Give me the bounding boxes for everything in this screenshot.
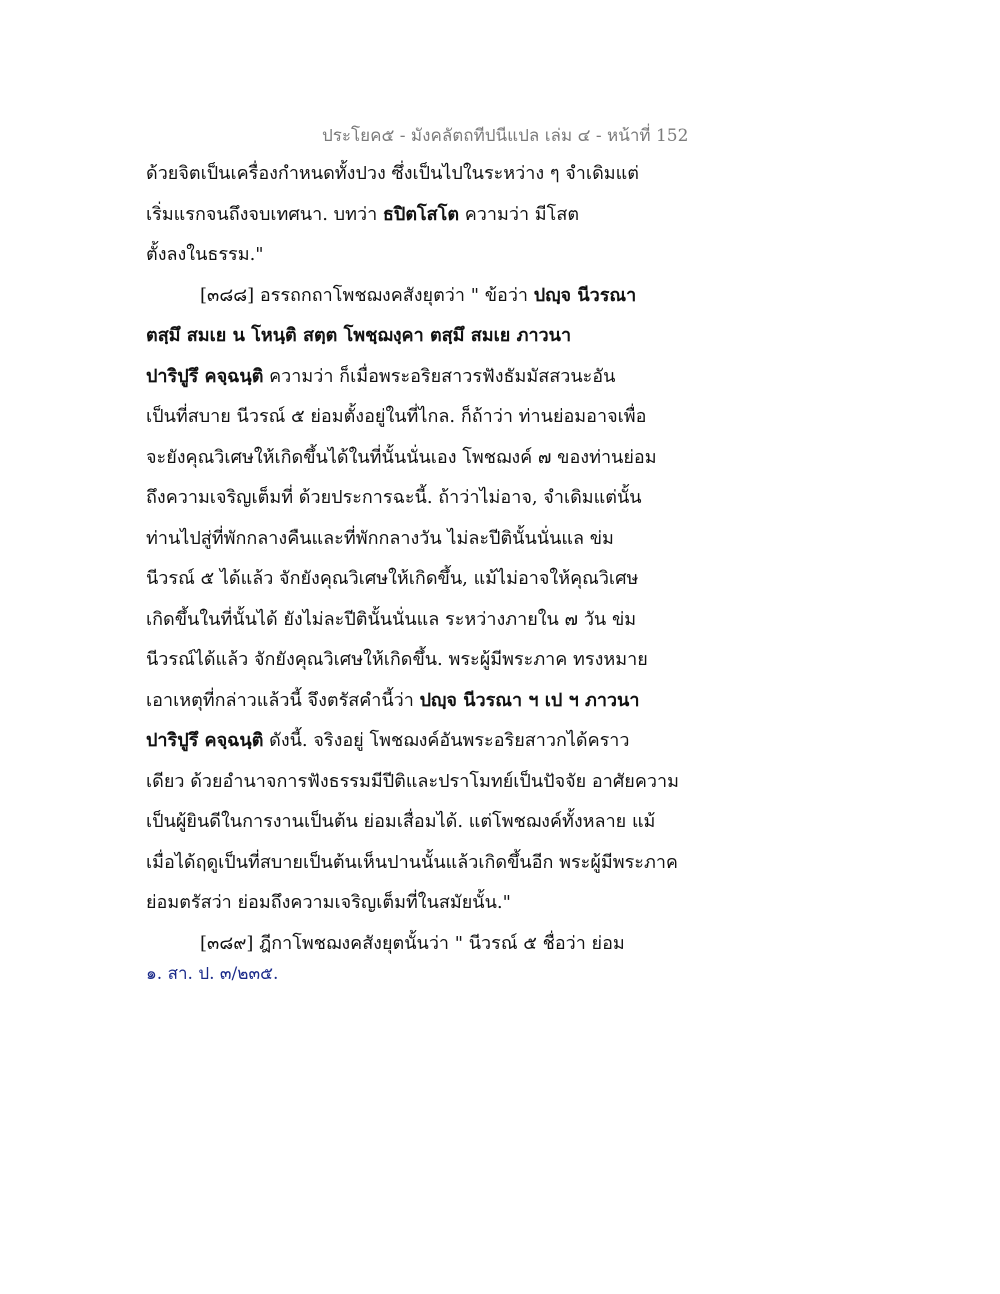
text-segment: เดียว ด้วยอำนาจการฟังธรรมมีปีติและปราโมทย์เป็นปัจจัย อาศัยความ <box>146 770 679 792</box>
bold-pali-term: ธปิตโสโต <box>382 203 460 225</box>
text-segment: [๓๘๙] ฎีกาโพชฌงคสังยุตนั้นว่า " นีวรณ์ ๕ ชื่อว่า ย่อม <box>200 932 625 954</box>
text-segment: เป็นที่สบาย นีวรณ์ ๕ ย่อมตั้งอยู่ในที่ไกล. ก็ถ้าว่า ท่านย่อมอาจเพื่อ <box>146 406 647 427</box>
text-line <box>146 405 716 429</box>
text-line <box>146 365 716 389</box>
text-segment: ย่อมตรัสว่า ย่อมถึงความเจริญเต็มที่ในสมัยนั้น." <box>146 892 511 913</box>
text-segment: เมื่อได้ฤดูเป็นที่สบายเป็นต้นเห็นปานนั้นแล้วเกิดขึ้นอีก พระผู้มีพระภาค <box>146 851 678 873</box>
text-segment: เอาเหตุที่กล่าวแล้วนี้ จึงตรัสคำนี้ว่า <box>146 689 420 711</box>
text-line <box>146 324 716 348</box>
text-line <box>146 203 716 227</box>
text-line <box>146 527 716 551</box>
text-segment: ท่านไปสู่ที่พักกลางคืนและที่พักกลางวัน ไม่ละปีตินั้นนั่นแล ข่ม <box>146 527 614 549</box>
text-segment: ด้วยจิตเป็นเครื่องกำหนดทั้งปวง ซึ่งเป็นไปในระหว่าง ๆ จำเดิมแต่ <box>146 163 639 184</box>
text-segment: นีวรณ์ ๕ ได้แล้ว จักยังคุณวิเศษให้เกิดขึ้น, แม้ไม่อาจให้คุณวิเศษ <box>146 568 639 589</box>
text-segment: นีวรณ์ได้แล้ว จักยังคุณวิเศษให้เกิดขึ้น. พระผู้มีพระภาค ทรงหมาย <box>146 649 648 670</box>
text-line <box>146 689 716 713</box>
text-line <box>146 810 716 834</box>
text-segment: เริ่มแรกจนถึงจบเทศนา. บทว่า <box>146 203 383 225</box>
text-line <box>200 284 770 308</box>
text-line <box>146 567 716 591</box>
text-segment: ความว่า มีโสต <box>459 203 580 225</box>
bold-pali-term: ปญฺจ นีวรณา ฯ เป ฯ ภาวนา <box>419 689 640 711</box>
text-line <box>146 729 716 753</box>
text-segment: ตั้งลงในธรรม." <box>146 244 264 265</box>
text-line <box>146 162 716 186</box>
text-segment: เป็นผู้ยินดีในการงานเป็นต้น ย่อมเสื่อมได้. แต่โพชฌงค์ทั้งหลาย แม้ <box>146 811 656 832</box>
text-segment: [๓๘๘] อรรถกถาโพชฌงคสังยุตว่า " ข้อว่า <box>200 284 534 306</box>
text-segment: ดังนี้. จริงอยู่ โพชฌงค์อันพระอริยสาวกได้คราว <box>263 730 630 751</box>
text-line <box>146 243 716 267</box>
text-line <box>200 932 770 956</box>
text-segment: ความว่า ก็เมื่อพระอริยสาวรฟังธัมมัสสวนะอัน <box>263 365 616 387</box>
bold-pali-term: ปญฺจ นีวรณา <box>533 284 637 306</box>
text-line <box>146 648 716 672</box>
text-segment: เกิดขึ้นในที่นั้นได้ ยังไม่ละปีตินั้นนั่นแล ระหว่างภายใน ๗ วัน ข่ม <box>146 608 637 630</box>
footnote: ๑. สา. ป. ๓/๒๓๕. <box>146 964 279 984</box>
text-line <box>146 486 716 510</box>
text-segment: ถึงความเจริญเต็มที่ ด้วยประการฉะนี้. ถ้าว่าไม่อาจ, จำเดิมแต่นั้น <box>146 487 642 508</box>
bold-pali-term: ปาริปูรึ คจฺฉนฺติ <box>146 730 264 751</box>
bold-pali-term: ตสฺมึ สมเย น โหนฺติ สตฺต โพชฺฌงฺคา ตสฺมึ สมเย ภาวนา <box>146 325 572 346</box>
running-header: ประโยค๕ - มังคลัตถทีปนีแปล เล่ม ๔ - หน้าที่ 152 <box>322 126 689 146</box>
text-line <box>146 608 716 632</box>
text-line <box>146 770 716 794</box>
text-line <box>146 851 716 875</box>
text-segment: จะยังคุณวิเศษให้เกิดขึ้นได้ในที่นั้นนั่นเอง โพชฌงค์ ๗ ของท่านย่อม <box>146 446 657 468</box>
text-line <box>146 891 716 915</box>
bold-pali-term: ปาริปูรึ คจฺฉนฺติ <box>146 365 264 387</box>
text-line <box>146 446 716 470</box>
